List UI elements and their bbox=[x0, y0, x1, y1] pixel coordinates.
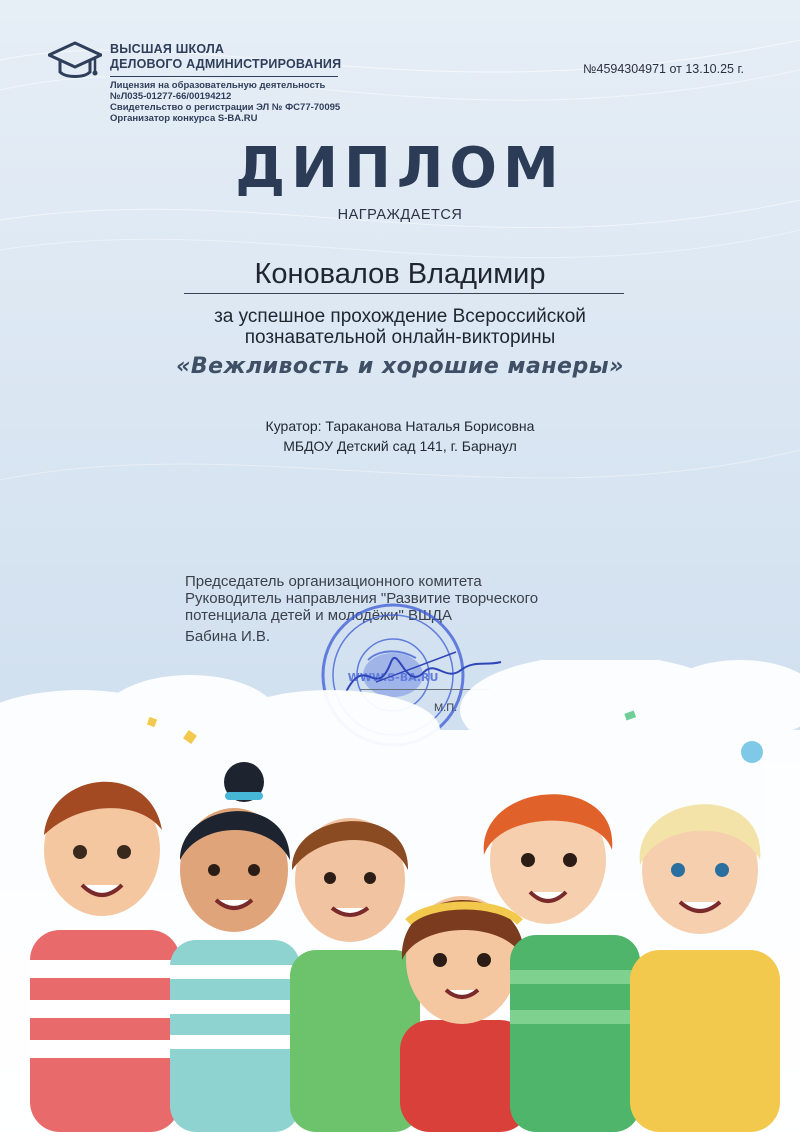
awarded-label: НАГРАЖДАЕТСЯ bbox=[337, 207, 463, 223]
event-name: «Вежливость и хорошие манеры» bbox=[176, 354, 624, 379]
document-number: №4594304971 от 13.10.25 г. bbox=[583, 62, 744, 76]
license-number: №Л035-01277-66/00194212 bbox=[110, 91, 232, 102]
flower-decoration bbox=[741, 741, 763, 763]
reason-line2: познавательной онлайн-викторины bbox=[244, 327, 556, 348]
stamp-text: WWW.S-BA.RU bbox=[347, 671, 439, 684]
organization-name bbox=[110, 42, 341, 71]
organizer-text: Организатор конкурса S-BA.RU bbox=[110, 113, 258, 124]
stamp-place-label: М.П. bbox=[434, 702, 458, 714]
org-divider bbox=[110, 76, 338, 77]
award-reason bbox=[0, 306, 800, 348]
recipient-name: Коновалов Владимир bbox=[254, 258, 546, 290]
curator-name: Куратор: Тараканова Наталья Борисовна bbox=[265, 418, 535, 434]
signer-position-line1: Председатель организационного комитета bbox=[185, 573, 482, 590]
institution-name: МБДОУ Детский сад 141, г. Барнаул bbox=[283, 438, 517, 454]
graduation-cap-icon bbox=[48, 40, 102, 82]
child-figure-6 bbox=[630, 804, 780, 1132]
signer-position-line2: Руководитель направления "Развитие творческого bbox=[185, 590, 539, 607]
registration-text: Свидетельство о регистрации ЭЛ № ФС77-70095 bbox=[110, 102, 341, 113]
license-text: Лицензия на образовательную деятельность bbox=[110, 80, 326, 91]
signer-name: Бабина И.В. bbox=[185, 628, 271, 645]
signer-position-line3: потенциала детей и молодёжи" ВШДА bbox=[185, 607, 452, 624]
diploma-title: ДИПЛОМ bbox=[235, 136, 565, 201]
org-name-line2: ДЕЛОВОГО АДМИНИСТРИРОВАНИЯ bbox=[110, 56, 342, 71]
curator-block bbox=[0, 416, 800, 456]
recipient-underline bbox=[184, 293, 624, 294]
reason-line1: за успешное прохождение Всероссийской bbox=[214, 306, 586, 327]
children-illustration bbox=[0, 660, 800, 1132]
child-figure-1 bbox=[30, 782, 180, 1132]
organization-details bbox=[110, 80, 340, 124]
org-name-line1: ВЫСШАЯ ШКОЛА bbox=[110, 42, 225, 56]
